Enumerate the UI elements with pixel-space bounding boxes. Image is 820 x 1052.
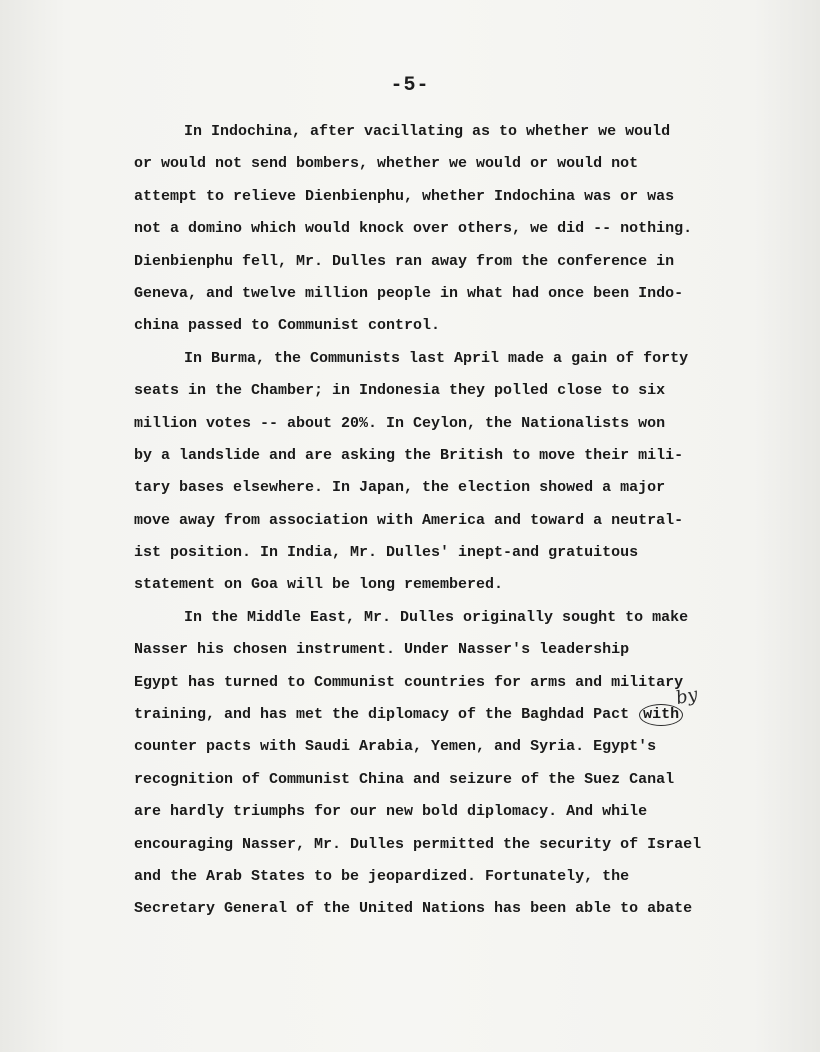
text-line: counter pacts with Saudi Arabia, Yemen, and Syria. Egypt's [134,738,657,756]
page-number: -5- [390,74,430,97]
text-line: Secretary General of the United Nations has been able to abate [134,900,693,918]
text-line: and the Arab States to be jeopardized. Fortunately, the [134,867,630,885]
text-line: In the Middle East, Mr. Dulles originally sought to make [184,608,689,626]
paragraph-indochina [134,116,754,343]
text-line: In Indochina, after vacillating as to whether we would [184,123,671,140]
text-segment: training, and has met the diplomacy of the Baghdad Pact [134,706,630,724]
text-line: move away from association with America and toward a neutral- [134,511,684,529]
text-line: ist position. In India, Mr. Dulles' inept-and gratuitous [134,544,639,562]
text-line: by a landslide and are asking the British to move their mili- [134,446,684,464]
text-line: or would not send bombers, whether we would or would not [134,155,639,173]
text-line-with-correction [134,699,754,731]
text-line: tary bases elsewhere. In Japan, the election showed a major [134,479,666,497]
text-line: Egypt has turned to Communist countries for arms and military [134,673,684,691]
text-line: statement on Goa will be long remembered. [134,576,504,594]
document-body [134,116,754,926]
text-line: million votes -- about 20%. In Ceylon, the Nationalists won [134,414,666,432]
text-line: not a domino which would knock over others, we did -- nothing. [134,220,693,238]
text-line: Dienbienphu fell, Mr. Dulles ran away from the conference in [134,252,675,270]
circled-word: with [639,704,683,726]
text-line: china passed to Communist control. [134,317,441,335]
text-line: recognition of Communist China and seizure of the Suez Canal [134,770,675,788]
text-line: In Burma, the Communists last April made a gain of forty [184,349,689,367]
handwritten-annotation: by [674,683,700,710]
paragraph-asia [134,343,754,602]
text-line: encouraging Nasser, Mr. Dulles permitted the security of Israel [134,835,702,853]
paragraph-middle-east [134,602,754,926]
text-line: Geneva, and twelve million people in what had once been Indo- [134,284,684,302]
text-line: Nasser his chosen instrument. Under Nasser's leadership [134,641,630,659]
text-line: seats in the Chamber; in Indonesia they polled close to six [134,382,666,400]
text-line: are hardly triumphs for our new bold diplomacy. And while [134,803,648,821]
text-line: attempt to relieve Dienbienphu, whether Indochina was or was [134,187,675,205]
